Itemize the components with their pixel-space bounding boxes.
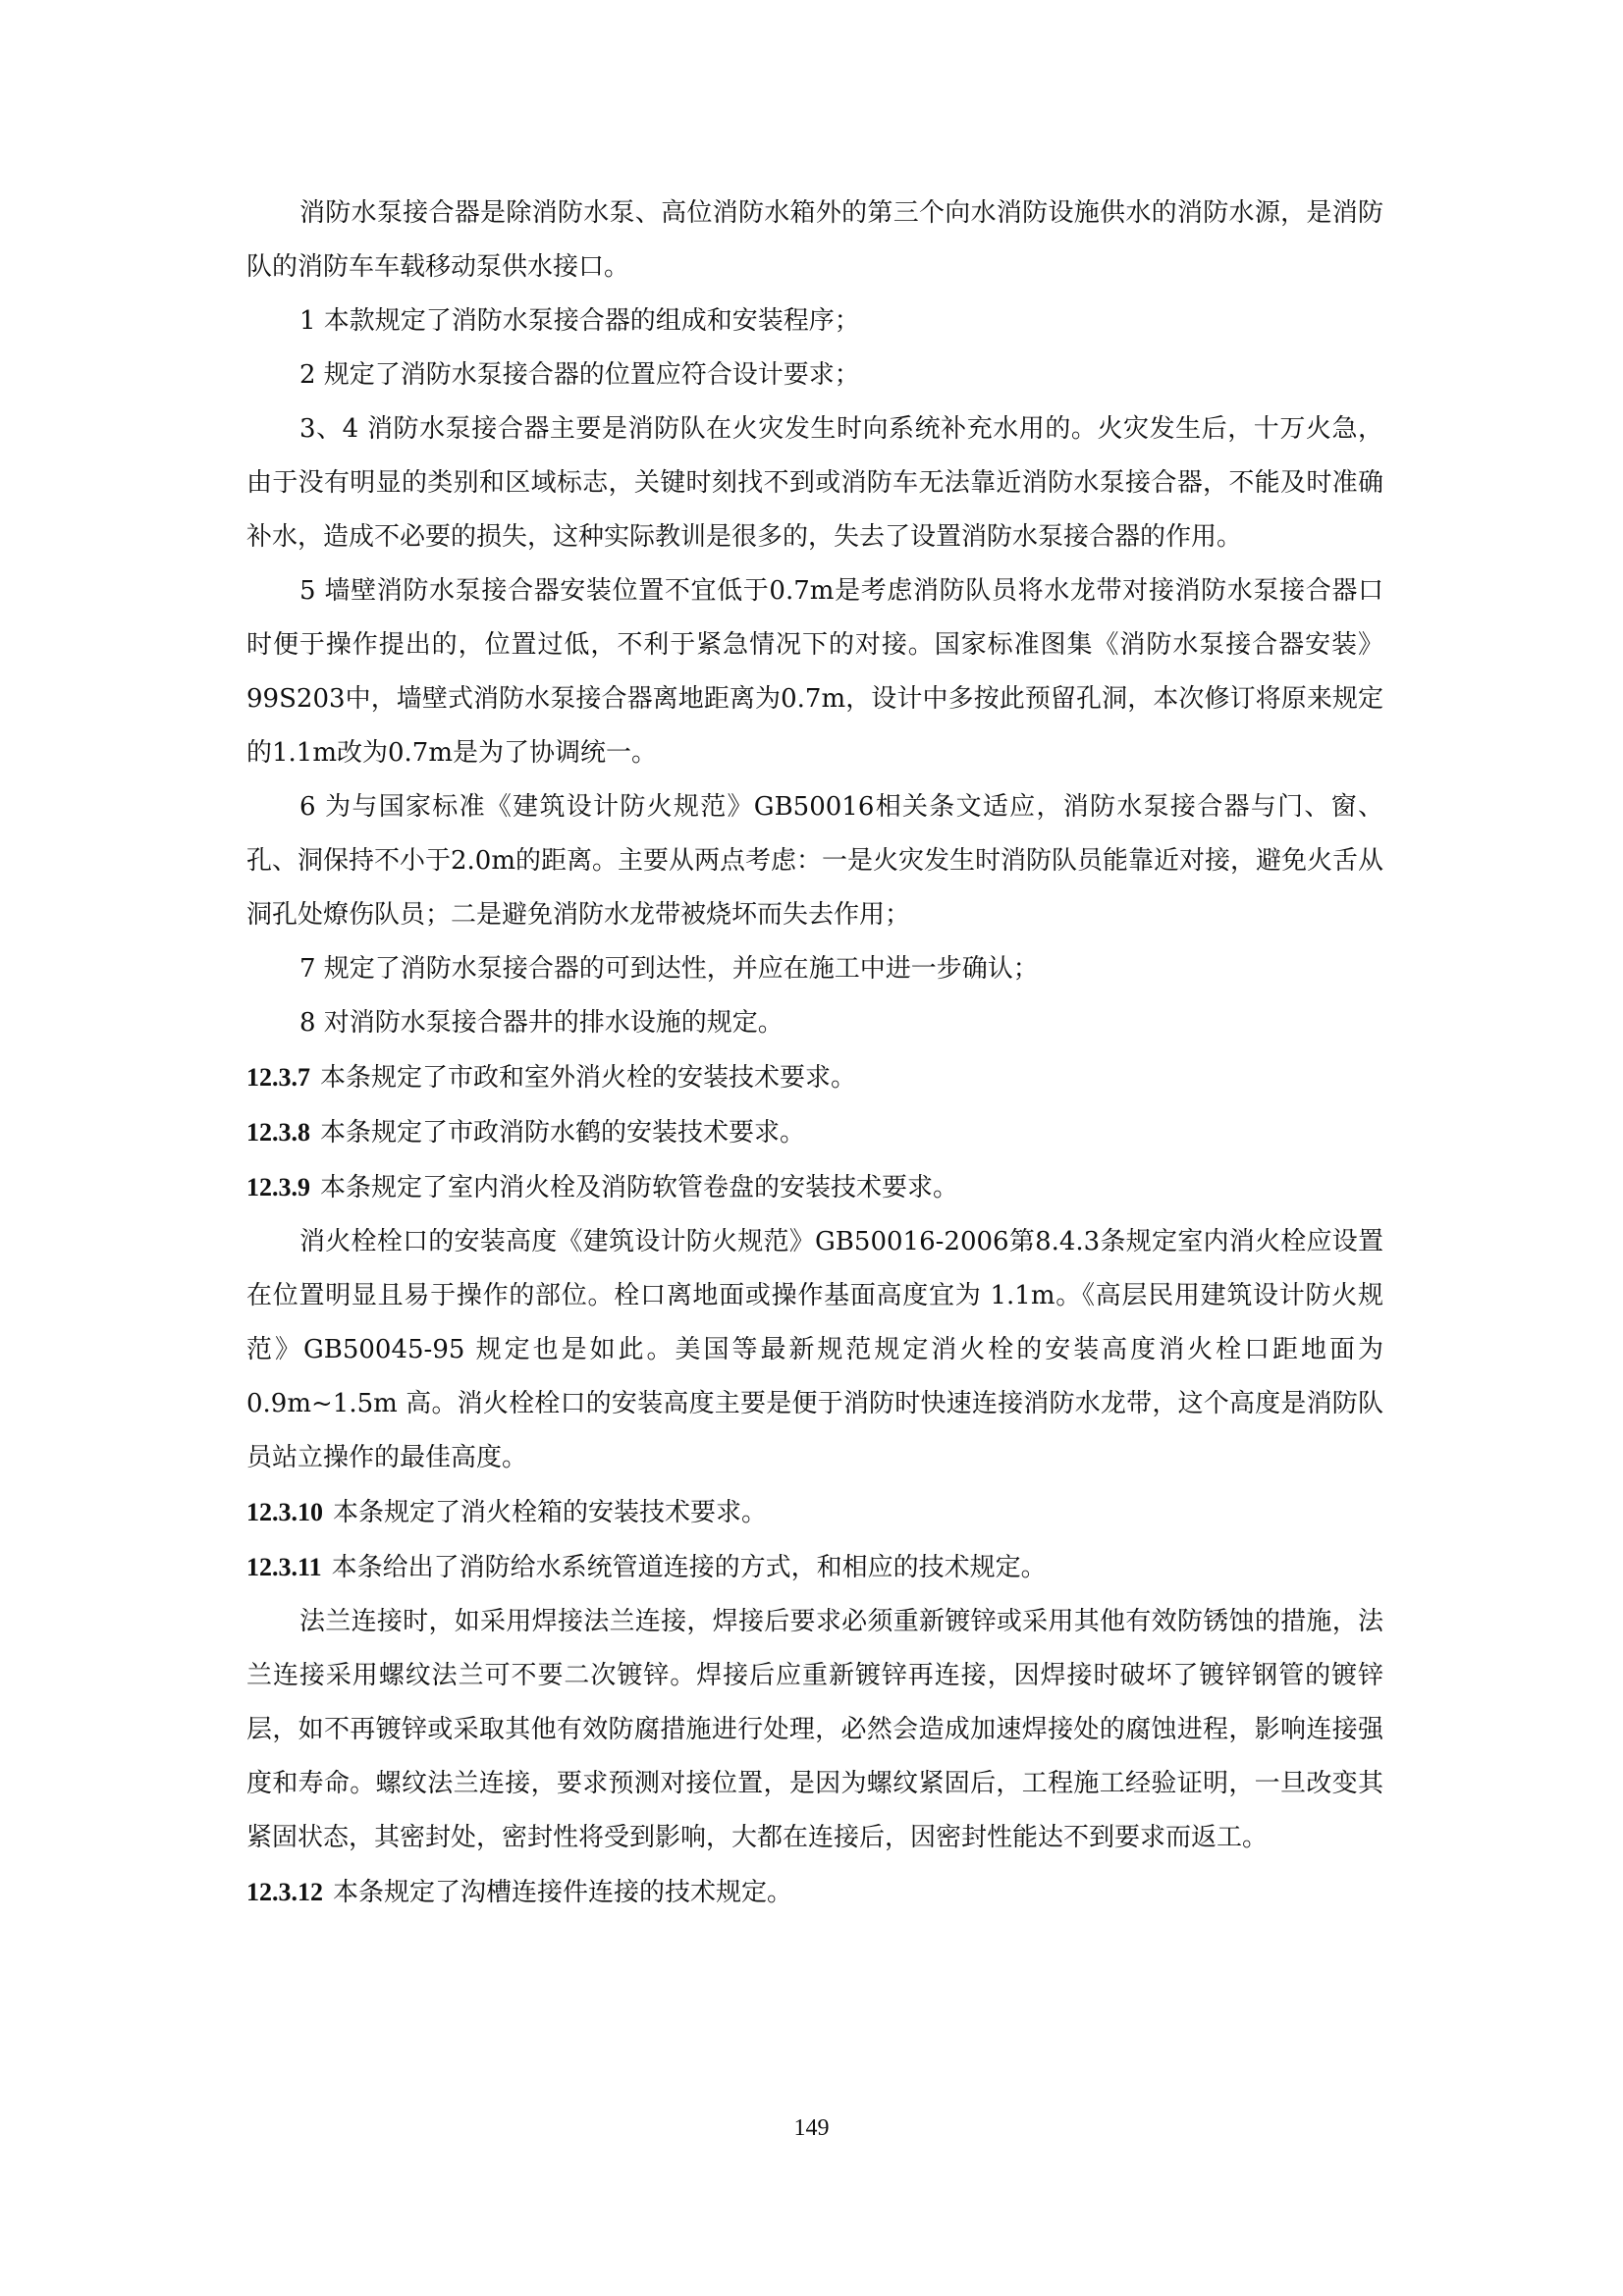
- paragraph-text: 8 对消防水泵接合器井的排水设施的规定。: [299, 1008, 784, 1038]
- paragraph-text: 本条规定了消火栓箱的安装技术要求。: [333, 1498, 768, 1527]
- clause-number: 12.3.7: [246, 1063, 310, 1092]
- paragraph: [246, 348, 1383, 402]
- clause-number: 12.3.8: [246, 1118, 310, 1147]
- paragraph: [246, 402, 1383, 564]
- paragraph: [246, 187, 1383, 294]
- paragraph: [246, 780, 1383, 942]
- paragraph-text: 本条给出了消防给水系统管道连接的方式，和相应的技术规定。: [331, 1553, 1047, 1582]
- paragraph: [246, 294, 1383, 348]
- clause-number: 12.3.10: [246, 1498, 323, 1526]
- paragraph-text: 消防水泵接合器是除消防水泵、高位消防水箱外的第三个向水消防设施供水的消防水源，是消防队的消防车车载移动泵供水接口。: [246, 198, 1383, 282]
- paragraph: [246, 1215, 1383, 1485]
- paragraph: [246, 942, 1383, 996]
- paragraph: [246, 1595, 1383, 1865]
- paragraph: [246, 996, 1383, 1050]
- clause-paragraph: [246, 1160, 1383, 1215]
- paragraph-text: 本条规定了市政消防水鹤的安装技术要求。: [320, 1118, 806, 1148]
- clause-paragraph: [246, 1485, 1383, 1540]
- page-number: 149: [793, 2115, 830, 2141]
- clause-number: 12.3.11: [246, 1553, 322, 1581]
- paragraph-text: 6 为与国家标准《建筑设计防火规范》GB50016相关条文适应，消防水泵接合器与门、窗、孔、洞保持不小于2.0m的距离。主要从两点考虑：一是火灾发生时消防队员能靠近对接，避免火舌从洞孔处燎伤队员；二是避免消防水龙带被烧坏而失去作用；: [246, 792, 1384, 930]
- paragraph-text: 本条规定了室内消火栓及消防软管卷盘的安装技术要求。: [320, 1173, 959, 1202]
- paragraph-text: 3、4 消防水泵接合器主要是消防队在火灾发生时向系统补充水用的。火灾发生后，十万火急，由于没有明显的类别和区域标志，关键时刻找不到或消防车无法靠近消防水泵接合器，不能及时准确补水，造成不必要的损失，这种实际教训是很多的，失去了设置消防水泵接合器的作用。: [246, 414, 1383, 552]
- paragraph-text: 本条规定了市政和室外消火栓的安装技术要求。: [320, 1063, 857, 1093]
- paragraph-text: 本条规定了沟槽连接件连接的技术规定。: [333, 1878, 793, 1907]
- clause-paragraph: [246, 1865, 1383, 1920]
- page-body: [246, 187, 1383, 1920]
- paragraph-text: 法兰连接时，如采用焊接法兰连接，焊接后要求必须重新镀锌或采用其他有效防锈蚀的措施，法兰连接采用螺纹法兰可不要二次镀锌。焊接后应重新镀锌再连接，因焊接时破坏了镀锌钢管的镀锌层，如不再镀锌或采取其他有效防腐措施进行处理，必然会造成加速焊接处的腐蚀进程，影响连接强度和寿命。螺纹法兰连接，要求预测对接位置，是因为螺纹紧固后，工程施工经验证明，一旦改变其紧固状态，其密封处，密封性将受到影响，大都在连接后，因密封性能达不到要求而返工。: [246, 1607, 1383, 1852]
- paragraph-text: 2 规定了消防水泵接合器的位置应符合设计要求；: [299, 360, 860, 390]
- clause-number: 12.3.9: [246, 1173, 310, 1201]
- paragraph: [246, 564, 1383, 780]
- paragraph-text: 1 本款规定了消防水泵接合器的组成和安装程序；: [299, 306, 860, 336]
- clause-number: 12.3.12: [246, 1878, 323, 1906]
- paragraph-text: 5 墙壁消防水泵接合器安装位置不宜低于0.7m是考虑消防队员将水龙带对接消防水泵接合器口时便于操作提出的，位置过低，不利于紧急情况下的对接。国家标准图集《消防水泵接合器安装》99S203中，墙壁式消防水泵接合器离地距离为0.7m，设计中多按此预留孔洞，本次修订将原来规定的1.1m改为0.7m是为了协调统一。: [246, 576, 1383, 768]
- paragraph-text: 7 规定了消防水泵接合器的可到达性，并应在施工中进一步确认；: [299, 954, 1039, 984]
- paragraph-text: 消火栓栓口的安装高度《建筑设计防火规范》GB50016-2006第8.4.3条规定室内消火栓应设置在位置明显且易于操作的部位。栓口离地面或操作基面高度宜为 1.1m。《高层民用建筑设计防火规范》GB50045-95 规定也是如此。美国等最新规范规定消火栓的安装高度消火栓口距地面为 0.9m~1.5m 高。消火栓栓口的安装高度主要是便于消防时快速连接消防水龙带，这个高度是消防队员站立操作的最佳高度。: [246, 1227, 1383, 1472]
- clause-paragraph: [246, 1050, 1383, 1105]
- clause-paragraph: [246, 1105, 1383, 1160]
- clause-paragraph: [246, 1540, 1383, 1595]
